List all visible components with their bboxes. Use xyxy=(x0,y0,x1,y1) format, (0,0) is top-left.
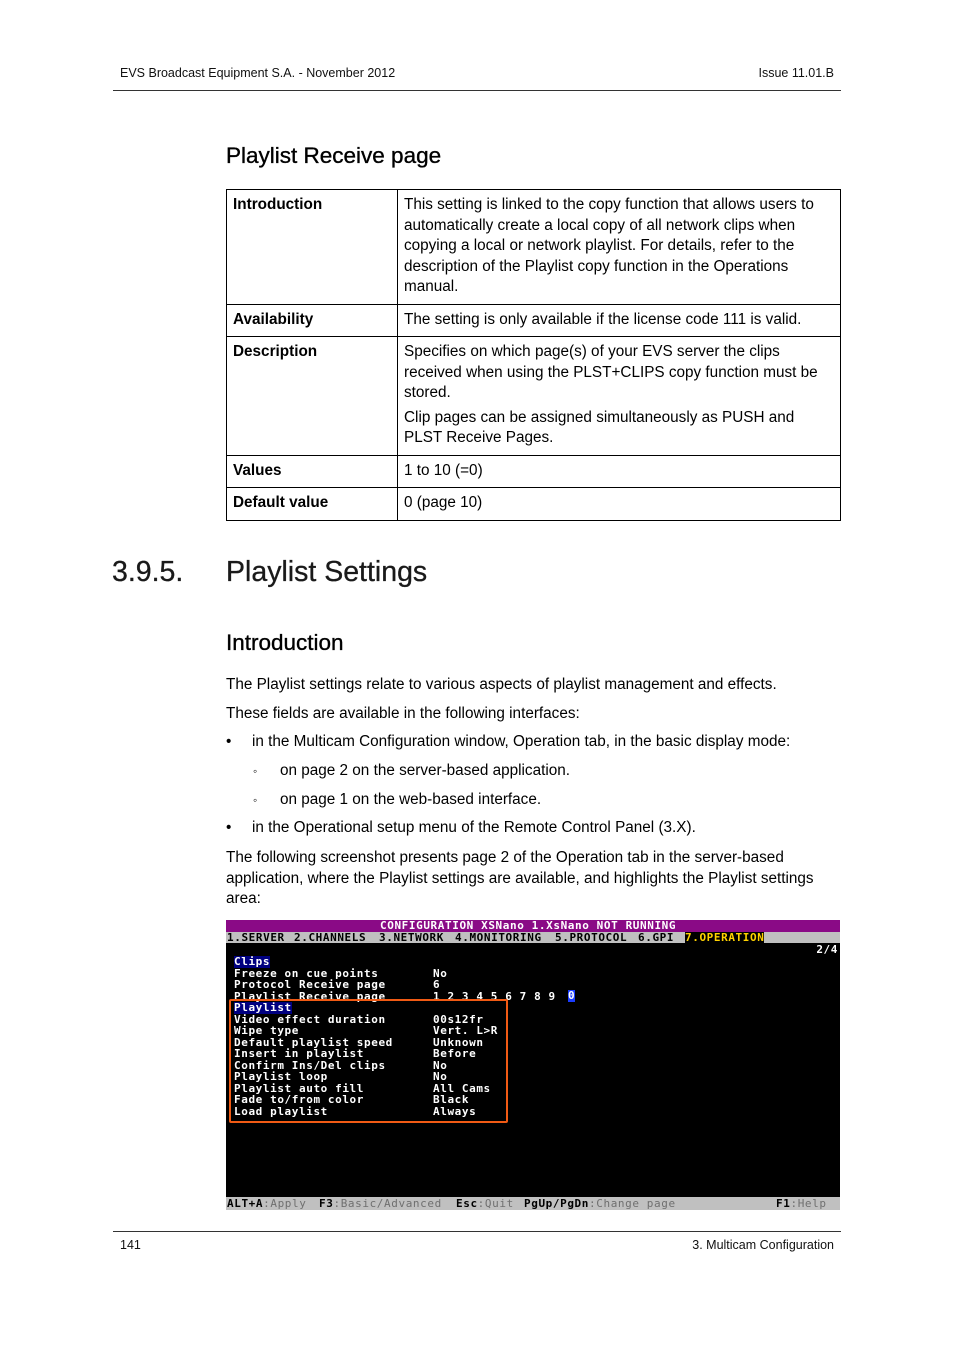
receive-page-selected[interactable]: 0 xyxy=(568,989,576,1002)
table-row xyxy=(227,304,841,337)
setting-value[interactable]: Unknown xyxy=(433,1035,484,1049)
header-right: Issue 11.01.B xyxy=(758,66,834,80)
bullet-text: in the Multicam Configuration window, Operation tab, in the basic display mode: xyxy=(252,733,791,750)
shortcut-apply[interactable]: ALT+A:Apply xyxy=(227,1197,307,1210)
table-value-paragraph: 1 to 10 (=0) xyxy=(404,461,483,479)
sub-bullet-text: on page 2 on the server-based application. xyxy=(280,762,570,779)
setting-label: Playlist auto fill xyxy=(234,1081,365,1095)
section-header-playlist: Playlist xyxy=(234,1001,292,1014)
setting-label: Video effect duration xyxy=(234,1012,386,1026)
table-value xyxy=(398,455,841,488)
terminal-title: CONFIGURATION XSNano 1.XsNano NOT RUNNING xyxy=(380,920,677,932)
table-key: Introduction xyxy=(227,190,398,305)
table-value-paragraph: This setting is linked to the copy function that allows users to automatically create a local copy of all network clips when copying a local or network playlist. For details, refer to the description of the Playlist copy function in the Operations manual. xyxy=(404,196,814,295)
table-key: Values xyxy=(227,455,398,488)
bullet-text: in the Operational setup menu of the Remote Control Panel (3.X). xyxy=(252,819,696,836)
footer-rule xyxy=(113,1231,841,1232)
setting-value[interactable]: No xyxy=(433,966,448,980)
table-value xyxy=(398,190,841,305)
page-indicator: 2/4 xyxy=(816,943,838,956)
table-value-paragraph: Specifies on which page(s) of your EVS server the clips received when using the PLST+CLIPS copy function must be stored. xyxy=(404,343,818,401)
tab-channels[interactable]: 2.CHANNELS xyxy=(294,931,367,944)
tab-gpi[interactable]: 6.GPI xyxy=(638,931,675,944)
tab-server[interactable]: 1.SERVER xyxy=(227,931,285,944)
tab-network[interactable]: 3.NETWORK xyxy=(379,931,445,944)
shortcut-quit[interactable]: Esc:Quit xyxy=(456,1197,514,1210)
sub-bullet-text: on page 1 on the web-based interface. xyxy=(280,791,542,808)
receive-info-table xyxy=(226,189,841,521)
tab-operation[interactable]: 7.OPERATION xyxy=(685,931,765,944)
setting-value[interactable]: No xyxy=(433,1058,448,1072)
subsection-title-introduction: Introduction xyxy=(226,630,344,655)
setting-value[interactable]: All Cams xyxy=(433,1081,491,1095)
bullet-marker: • xyxy=(226,819,232,836)
shortcut-change-page[interactable]: PgUp/PgDn:Change page xyxy=(524,1197,676,1210)
terminal-status-bar xyxy=(226,1197,840,1210)
table-value xyxy=(398,488,841,521)
table-row xyxy=(227,488,841,521)
table-key: Default value xyxy=(227,488,398,521)
table-value-paragraph: Clip pages can be assigned simultaneously as PUSH and PLST Receive Pages. xyxy=(404,408,795,446)
paragraph: The Playlist settings relate to various aspects of playlist management and effects. xyxy=(226,676,777,693)
sub-bullet-marker: ◦ xyxy=(253,793,258,807)
paragraph: These fields are available in the following interfaces: xyxy=(226,705,580,722)
table-row xyxy=(227,190,841,305)
table-key: Description xyxy=(227,337,398,456)
setting-value[interactable]: Always xyxy=(433,1104,477,1118)
section-header-clips: Clips xyxy=(234,955,271,968)
setting-label: Insert in playlist xyxy=(234,1047,365,1060)
highlight-box xyxy=(229,999,508,1123)
section-number: 3.9.5. xyxy=(112,556,184,588)
shortcut-basic-advanced[interactable]: F3:Basic/Advanced xyxy=(319,1197,442,1210)
table-value-paragraph: 0 (page 10) xyxy=(404,494,483,511)
table-value xyxy=(398,304,841,337)
header-left: EVS Broadcast Equipment S.A. - November 2012 xyxy=(120,66,396,80)
table-row xyxy=(227,455,841,488)
setting-label: Confirm Ins/Del clips xyxy=(234,1058,386,1072)
setting-label: Playlist Receive page xyxy=(234,989,386,1003)
setting-value[interactable]: Black xyxy=(433,1093,470,1106)
setting-value[interactable]: No xyxy=(433,1070,448,1083)
setting-value[interactable]: 1 2 3 4 5 6 7 8 9 xyxy=(433,989,556,1003)
page-number: 141 xyxy=(120,1238,141,1252)
config-screenshot xyxy=(226,920,840,1210)
table-key: Availability xyxy=(227,304,398,337)
setting-value[interactable]: Before xyxy=(433,1047,477,1060)
table-value xyxy=(398,337,841,456)
setting-label: Fade to/from color xyxy=(234,1093,365,1106)
table-value-paragraph: The setting is only available if the license code 111 is valid. xyxy=(404,310,802,328)
tab-protocol[interactable]: 5.PROTOCOL xyxy=(555,931,628,944)
table-row xyxy=(227,337,841,456)
setting-label: Playlist loop xyxy=(234,1070,328,1083)
bullet-marker: • xyxy=(226,733,232,750)
setting-label: Wipe type xyxy=(234,1024,300,1037)
setting-label: Default playlist speed xyxy=(234,1035,393,1049)
section-title: Playlist Settings xyxy=(226,556,428,588)
setting-value[interactable]: Vert. L>R xyxy=(433,1024,499,1037)
footer-chapter: 3. Multicam Configuration xyxy=(692,1238,834,1252)
section-title-receive: Playlist Receive page xyxy=(226,143,442,168)
terminal-tab-bar xyxy=(226,932,840,943)
setting-value[interactable]: 00s12fr xyxy=(433,1012,484,1026)
setting-label: Freeze on cue points xyxy=(234,966,379,980)
setting-label: Load playlist xyxy=(234,1104,328,1118)
sub-bullet-marker: ◦ xyxy=(253,764,258,778)
header-rule xyxy=(113,90,841,91)
tab-monitoring[interactable]: 4.MONITORING xyxy=(455,931,542,944)
paragraph: The following screenshot presents page 2 of the Operation tab in the server-based application, where the Playlist settings are available, and highlights the Playlist settings area: xyxy=(226,849,814,907)
setting-value[interactable]: 6 xyxy=(433,978,441,991)
shortcut-help[interactable]: F1:Help xyxy=(776,1197,827,1210)
setting-label: Protocol Receive page xyxy=(234,978,386,991)
